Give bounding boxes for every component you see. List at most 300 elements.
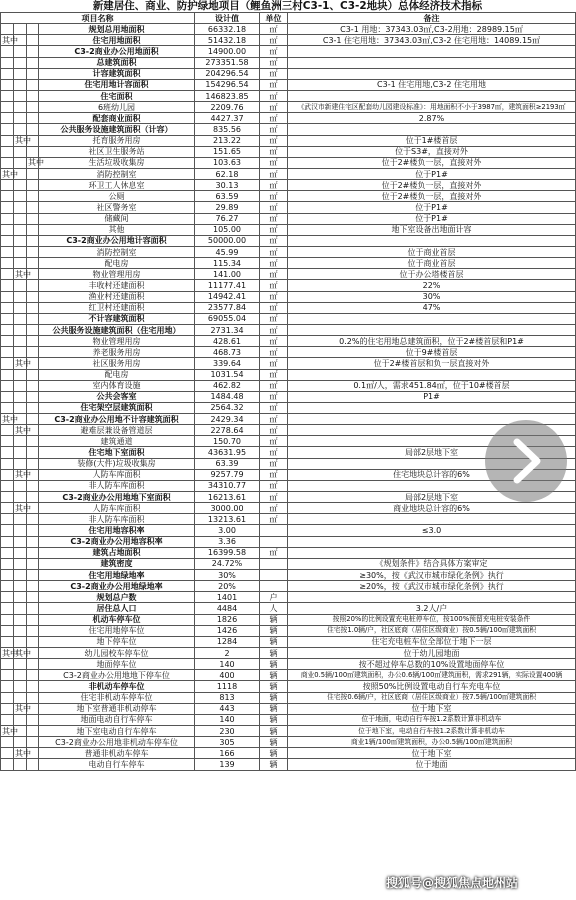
watermark: 搜狐号@搜狐焦点地州站 xyxy=(386,876,519,890)
group-label-level3 xyxy=(27,625,39,636)
remark xyxy=(288,592,576,603)
group-label-level2: 其中 xyxy=(15,648,31,658)
table-row xyxy=(1,391,576,402)
item-name: 地下室电动自行车停车 xyxy=(39,726,195,737)
group-label-level1 xyxy=(1,180,14,191)
group-label-level1 xyxy=(1,625,14,636)
group-label-level1 xyxy=(1,436,14,447)
item-name: 机动车停车位 xyxy=(39,614,195,625)
group-label-level3 xyxy=(27,213,39,224)
group-label-level1 xyxy=(1,358,14,369)
table-row xyxy=(1,146,576,157)
remark xyxy=(288,124,576,135)
item-name: 住宅用地容积率 xyxy=(39,525,195,536)
group-label-level3 xyxy=(27,536,39,547)
design-value: 151.65 xyxy=(195,146,260,157)
header-note: 备注 xyxy=(288,13,576,24)
group-label-level1 xyxy=(1,246,14,257)
table-row xyxy=(1,670,576,681)
remark: 住宅地块总计容的6% xyxy=(288,469,576,480)
item-name: 物业管理用房 xyxy=(39,336,195,347)
unit: ㎡ xyxy=(260,324,288,335)
item-name: 地面电动自行车停车 xyxy=(39,714,195,725)
unit: ㎡ xyxy=(260,436,288,447)
item-name: C3-2商业办公用地面积 xyxy=(39,46,195,57)
group-label-level1 xyxy=(1,659,14,670)
remark: 0.1㎡/人，需求451.84㎡，位于10#楼首层 xyxy=(288,380,576,391)
remark: 位于9#楼首层 xyxy=(288,347,576,358)
remark: 位于1#楼首层 xyxy=(288,135,576,146)
group-label-level3 xyxy=(27,458,39,469)
group-label-level1 xyxy=(1,480,14,491)
group-label-level1 xyxy=(1,90,14,101)
design-value: 2209.76 xyxy=(195,102,260,113)
remark: 商业1辆/100㎡建筑面积，办公0.5辆/100㎡建筑面积 xyxy=(288,737,576,748)
item-name: 非人防车库面积 xyxy=(39,514,195,525)
group-label-level1 xyxy=(1,68,14,79)
item-name: 人防车库面积 xyxy=(39,503,195,514)
group-label-level1 xyxy=(1,402,14,413)
design-value: 30.13 xyxy=(195,180,260,191)
unit: ㎡ xyxy=(260,514,288,525)
item-name: 不计容建筑面积 xyxy=(39,313,195,324)
table-header-row xyxy=(1,13,576,24)
unit: ㎡ xyxy=(260,402,288,413)
unit: 人 xyxy=(260,603,288,614)
design-value: 103.63 xyxy=(195,157,260,168)
table-row xyxy=(1,402,576,413)
remark: 位于2#楼负一层，直接对外 xyxy=(288,157,576,168)
design-value: 305 xyxy=(195,737,260,748)
group-label-level3 xyxy=(27,480,39,491)
unit: ㎡ xyxy=(260,157,288,168)
table-row xyxy=(1,302,576,313)
unit: ㎡ xyxy=(260,358,288,369)
group-label-level2: 其中 xyxy=(15,470,31,480)
item-name: 公共会客室 xyxy=(39,391,195,402)
unit: ㎡ xyxy=(260,213,288,224)
item-name: C3-2商业办公用地地下室面积 xyxy=(39,492,195,503)
design-value: 443 xyxy=(195,703,260,714)
table-row xyxy=(1,558,576,569)
unit: 辆 xyxy=(260,670,288,681)
remark: 住宅按1.0辆/户，社区底商（居住区级商业）按0.5辆/100㎡建筑面积 xyxy=(288,625,576,636)
unit: ㎡ xyxy=(260,146,288,157)
group-label-level3 xyxy=(27,436,39,447)
unit: ㎡ xyxy=(260,492,288,503)
table-row xyxy=(1,46,576,57)
unit: ㎡ xyxy=(260,347,288,358)
group-label-level3 xyxy=(27,447,39,458)
design-value: 105.00 xyxy=(195,224,260,235)
unit xyxy=(260,581,288,592)
table-row xyxy=(1,614,576,625)
group-label-level1 xyxy=(1,102,14,113)
group-label-level3 xyxy=(27,369,39,380)
group-label-level3 xyxy=(27,492,39,503)
unit: 户 xyxy=(260,592,288,603)
table-row xyxy=(1,592,576,603)
group-label-level2 xyxy=(14,24,27,35)
group-label-level1: 其中 xyxy=(2,169,18,179)
group-label-level2 xyxy=(14,68,27,79)
remark xyxy=(288,57,576,68)
design-value: 1284 xyxy=(195,636,260,647)
design-value: 139 xyxy=(195,759,260,770)
table-row xyxy=(1,336,576,347)
item-name: 渔业村还建面积 xyxy=(39,291,195,302)
item-name: 建筑密度 xyxy=(39,558,195,569)
group-label-level1 xyxy=(1,458,14,469)
item-name: 养老服务用房 xyxy=(39,347,195,358)
design-value: 62.18 xyxy=(195,168,260,179)
table-row xyxy=(1,603,576,614)
unit: 辆 xyxy=(260,703,288,714)
group-label-level1 xyxy=(1,492,14,503)
group-label-level2 xyxy=(14,124,27,135)
item-name: 规划总户数 xyxy=(39,592,195,603)
group-label-level1 xyxy=(1,603,14,614)
unit: ㎡ xyxy=(260,191,288,202)
group-label-level3 xyxy=(27,737,39,748)
group-label-level3 xyxy=(27,191,39,202)
design-value: 11177.41 xyxy=(195,280,260,291)
group-label-level2 xyxy=(14,258,27,269)
group-label-level1 xyxy=(1,514,14,525)
unit: ㎡ xyxy=(260,46,288,57)
group-label-level1 xyxy=(1,224,14,235)
table-row xyxy=(1,191,576,202)
group-label-level1 xyxy=(1,737,14,748)
indicator-table-body xyxy=(1,13,576,771)
table-row xyxy=(1,536,576,547)
unit: ㎡ xyxy=(260,24,288,35)
remark: 住宅按0.6辆/户，社区底商（居住区级商业）按7.5辆/100㎡建筑面积 xyxy=(288,692,576,703)
group-label-level2 xyxy=(14,313,27,324)
group-label-level1 xyxy=(1,24,14,35)
item-name: 地下室普通非机动停车 xyxy=(39,703,195,714)
item-name: 配电房 xyxy=(39,258,195,269)
design-value: 45.99 xyxy=(195,246,260,257)
design-value: 23577.84 xyxy=(195,302,260,313)
group-label-level3 xyxy=(27,24,39,35)
group-label-level2 xyxy=(14,46,27,57)
design-value: 16399.58 xyxy=(195,547,260,558)
group-label-level1 xyxy=(1,291,14,302)
group-label-level2 xyxy=(14,737,27,748)
group-label-level2: 其中 xyxy=(15,748,31,758)
group-label-level2 xyxy=(14,525,27,536)
group-label-level2 xyxy=(14,480,27,491)
unit: ㎡ xyxy=(260,391,288,402)
item-name: 托育服务用房 xyxy=(39,135,195,146)
remark: ≤3.0 xyxy=(288,525,576,536)
design-value: 400 xyxy=(195,670,260,681)
table-row xyxy=(1,748,576,759)
remark xyxy=(288,68,576,79)
unit xyxy=(260,570,288,581)
design-value: 30% xyxy=(195,570,260,581)
unit: 辆 xyxy=(260,692,288,703)
unit: 辆 xyxy=(260,726,288,737)
item-name: 社区警务室 xyxy=(39,202,195,213)
item-name: 非人防车库面积 xyxy=(39,480,195,491)
remark: 按照50%比例设置电动自行车充电车位 xyxy=(288,681,576,692)
table-row xyxy=(1,90,576,101)
table-row xyxy=(1,369,576,380)
group-label-level2 xyxy=(14,536,27,547)
table-row xyxy=(1,68,576,79)
item-name: C3-2商业办公用地地下停车位 xyxy=(39,670,195,681)
remark: 位于商业首层 xyxy=(288,246,576,257)
design-value: 1484.48 xyxy=(195,391,260,402)
design-value: 428.61 xyxy=(195,336,260,347)
group-label-level2 xyxy=(14,692,27,703)
table-row xyxy=(1,737,576,748)
group-label-level3 xyxy=(27,291,39,302)
group-label-level2: 其中 xyxy=(15,358,31,368)
item-name: 物业管理用房 xyxy=(39,269,195,280)
unit: ㎡ xyxy=(260,458,288,469)
group-label-level2 xyxy=(14,514,27,525)
group-label-level3 xyxy=(27,113,39,124)
unit: 辆 xyxy=(260,759,288,770)
item-name: 普通非机动车停车 xyxy=(39,748,195,759)
design-value: 3.00 xyxy=(195,525,260,536)
group-label-level2 xyxy=(14,302,27,313)
group-label-level2 xyxy=(14,581,27,592)
item-name: 生活垃圾收集房 xyxy=(39,157,195,168)
remark xyxy=(288,402,576,413)
remark: P1# xyxy=(288,391,576,402)
remark: 按照20%的比例设置充电桩停车位，按100%预留充电桩安装条件 xyxy=(288,614,576,625)
design-value: 1031.54 xyxy=(195,369,260,380)
unit: ㎡ xyxy=(260,79,288,90)
item-name: 电动自行车停车 xyxy=(39,759,195,770)
design-value: 339.64 xyxy=(195,358,260,369)
item-name: 住宅用地面积 xyxy=(39,35,195,46)
design-value: 9257.79 xyxy=(195,469,260,480)
design-value: 213.22 xyxy=(195,135,260,146)
table-row xyxy=(1,313,576,324)
group-label-level3 xyxy=(27,614,39,625)
group-label-level2 xyxy=(14,246,27,257)
unit: ㎡ xyxy=(260,547,288,558)
remark xyxy=(288,514,576,525)
table-row xyxy=(1,168,576,179)
remark xyxy=(288,313,576,324)
group-label-level3 xyxy=(27,681,39,692)
group-label-level3 xyxy=(27,57,39,68)
table-row xyxy=(1,113,576,124)
group-label-level1 xyxy=(1,269,14,280)
group-label-level1 xyxy=(1,547,14,558)
group-label-level1 xyxy=(1,113,14,124)
unit: ㎡ xyxy=(260,113,288,124)
unit: ㎡ xyxy=(260,90,288,101)
item-name: 居住总人口 xyxy=(39,603,195,614)
group-label-level2 xyxy=(14,224,27,235)
item-name: 地面停车位 xyxy=(39,659,195,670)
remark: 位于商业首层 xyxy=(288,258,576,269)
group-label-level1 xyxy=(1,703,14,714)
unit: ㎡ xyxy=(260,336,288,347)
remark: 位于幼儿园地面 xyxy=(288,648,576,659)
table-row xyxy=(1,280,576,291)
group-label-level2 xyxy=(14,592,27,603)
design-value: 14900.00 xyxy=(195,46,260,57)
table-row xyxy=(1,714,576,725)
design-value: 115.34 xyxy=(195,258,260,269)
table-row xyxy=(1,659,576,670)
group-label-level2 xyxy=(14,670,27,681)
remark: 《武汉市新建住宅区配套幼儿园建设标准》：用地面积不小于3987㎡，建筑面积≥2193㎡ xyxy=(288,102,576,113)
header-unit: 单位 xyxy=(260,13,288,24)
group-label-level1 xyxy=(1,79,14,90)
design-value: 140 xyxy=(195,714,260,725)
design-value: 63.39 xyxy=(195,458,260,469)
group-label-level1 xyxy=(1,258,14,269)
group-label-level2 xyxy=(14,235,27,246)
item-name: 社区服务用房 xyxy=(39,358,195,369)
group-label-level3 xyxy=(27,636,39,647)
design-value: 76.27 xyxy=(195,213,260,224)
remark: ≥30%，按《武汉市城市绿化条例》执行 xyxy=(288,570,576,581)
design-value: 1401 xyxy=(195,592,260,603)
unit: ㎡ xyxy=(260,503,288,514)
unit: ㎡ xyxy=(260,302,288,313)
remark: 地下室设备出地面计容 xyxy=(288,224,576,235)
remark xyxy=(288,536,576,547)
unit xyxy=(260,558,288,569)
group-label-level1 xyxy=(1,347,14,358)
design-value: 230 xyxy=(195,726,260,737)
group-label-level1 xyxy=(1,503,14,514)
group-label-level1 xyxy=(1,302,14,313)
item-name: 人防车库面积 xyxy=(39,469,195,480)
item-name: 住宅用地停车位 xyxy=(39,625,195,636)
table-row xyxy=(1,514,576,525)
group-label-level1 xyxy=(1,202,14,213)
group-label-level3 xyxy=(27,180,39,191)
next-page-button[interactable] xyxy=(485,420,567,502)
item-name: 消防控制室 xyxy=(39,168,195,179)
group-label-level1 xyxy=(1,280,14,291)
table-row xyxy=(1,157,576,168)
unit: ㎡ xyxy=(260,380,288,391)
document-title: 新建居住、商业、防护绿地项目（鲤鱼洲三村C3-1、C3-2地块）总体经济技术指标 xyxy=(92,0,483,12)
design-value: 24.72% xyxy=(195,558,260,569)
group-label-level3 xyxy=(27,570,39,581)
group-label-level2 xyxy=(14,614,27,625)
group-label-level1 xyxy=(1,157,14,168)
unit: ㎡ xyxy=(260,102,288,113)
group-label-level3 xyxy=(27,235,39,246)
group-label-level1 xyxy=(1,57,14,68)
table-row xyxy=(1,102,576,113)
group-label-level3 xyxy=(27,514,39,525)
group-label-level2 xyxy=(14,324,27,335)
table-row xyxy=(1,246,576,257)
unit: 辆 xyxy=(260,737,288,748)
unit: ㎡ xyxy=(260,480,288,491)
design-value: 13213.61 xyxy=(195,514,260,525)
group-label-level2 xyxy=(14,659,27,670)
group-label-level2 xyxy=(14,447,27,458)
group-label-level1 xyxy=(1,714,14,725)
remark: 商业地块总计容的6% xyxy=(288,503,576,514)
unit: ㎡ xyxy=(260,135,288,146)
design-value: 146823.85 xyxy=(195,90,260,101)
group-label-level2 xyxy=(14,570,27,581)
item-name: 丰收村还建面积 xyxy=(39,280,195,291)
group-label-level2 xyxy=(14,113,27,124)
design-value: 43631.95 xyxy=(195,447,260,458)
item-name: 公厕 xyxy=(39,191,195,202)
group-label-level1 xyxy=(1,614,14,625)
remark: 位于S3#，直接对外 xyxy=(288,146,576,157)
group-label-level2 xyxy=(14,681,27,692)
group-label-level1 xyxy=(1,391,14,402)
design-value: 468.73 xyxy=(195,347,260,358)
group-label-level2 xyxy=(14,191,27,202)
table-row xyxy=(1,425,576,436)
group-label-level2: 其中 xyxy=(15,425,31,435)
item-name: 公共服务设施建筑面积（计容） xyxy=(39,124,195,135)
group-label-level1 xyxy=(1,369,14,380)
remark: 47% xyxy=(288,302,576,313)
group-label-level2 xyxy=(14,90,27,101)
remark: 位于地下室 xyxy=(288,703,576,714)
item-name: 配套商业面积 xyxy=(39,113,195,124)
group-label-level2: 其中 xyxy=(15,503,31,513)
group-label-level1 xyxy=(1,425,14,436)
group-label-level3 xyxy=(27,592,39,603)
group-label-level1: 其中 xyxy=(2,35,18,45)
item-name: 总建筑面积 xyxy=(39,57,195,68)
design-value: 1118 xyxy=(195,681,260,692)
design-value: 813 xyxy=(195,692,260,703)
group-label-level1 xyxy=(1,469,14,480)
remark: 位于P1# xyxy=(288,213,576,224)
item-name: 室内体育设施 xyxy=(39,380,195,391)
item-name: 住宅用地计容面积 xyxy=(39,79,195,90)
item-name: 幼儿园校车停车位 xyxy=(39,648,195,659)
group-label-level2 xyxy=(14,547,27,558)
remark: C3-1 住宅用地,C3-2 住宅用地 xyxy=(288,79,576,90)
group-label-level1 xyxy=(1,146,14,157)
group-label-level3 xyxy=(27,258,39,269)
remark: ≥20%，按《武汉市城市绿化条例》执行 xyxy=(288,581,576,592)
table-row xyxy=(1,414,576,425)
table-row xyxy=(1,726,576,737)
item-name: 公共服务设施建筑面积（住宅用地） xyxy=(39,324,195,335)
group-label-level3 xyxy=(27,68,39,79)
header-item: 项目名称 xyxy=(1,13,195,24)
table-row xyxy=(1,235,576,246)
item-name: C3-2商业办公用地非机动车停车位 xyxy=(39,737,195,748)
group-label-level3 xyxy=(27,558,39,569)
item-name: 住宅地下室面积 xyxy=(39,447,195,458)
design-value: 1426 xyxy=(195,625,260,636)
item-name: 消防控制室 xyxy=(39,246,195,257)
item-name: C3-2商业办公用地容积率 xyxy=(39,536,195,547)
chevron-right-icon xyxy=(507,438,547,484)
group-label-level2 xyxy=(14,625,27,636)
group-label-level3 xyxy=(27,659,39,670)
table-row xyxy=(1,224,576,235)
unit: ㎡ xyxy=(260,224,288,235)
